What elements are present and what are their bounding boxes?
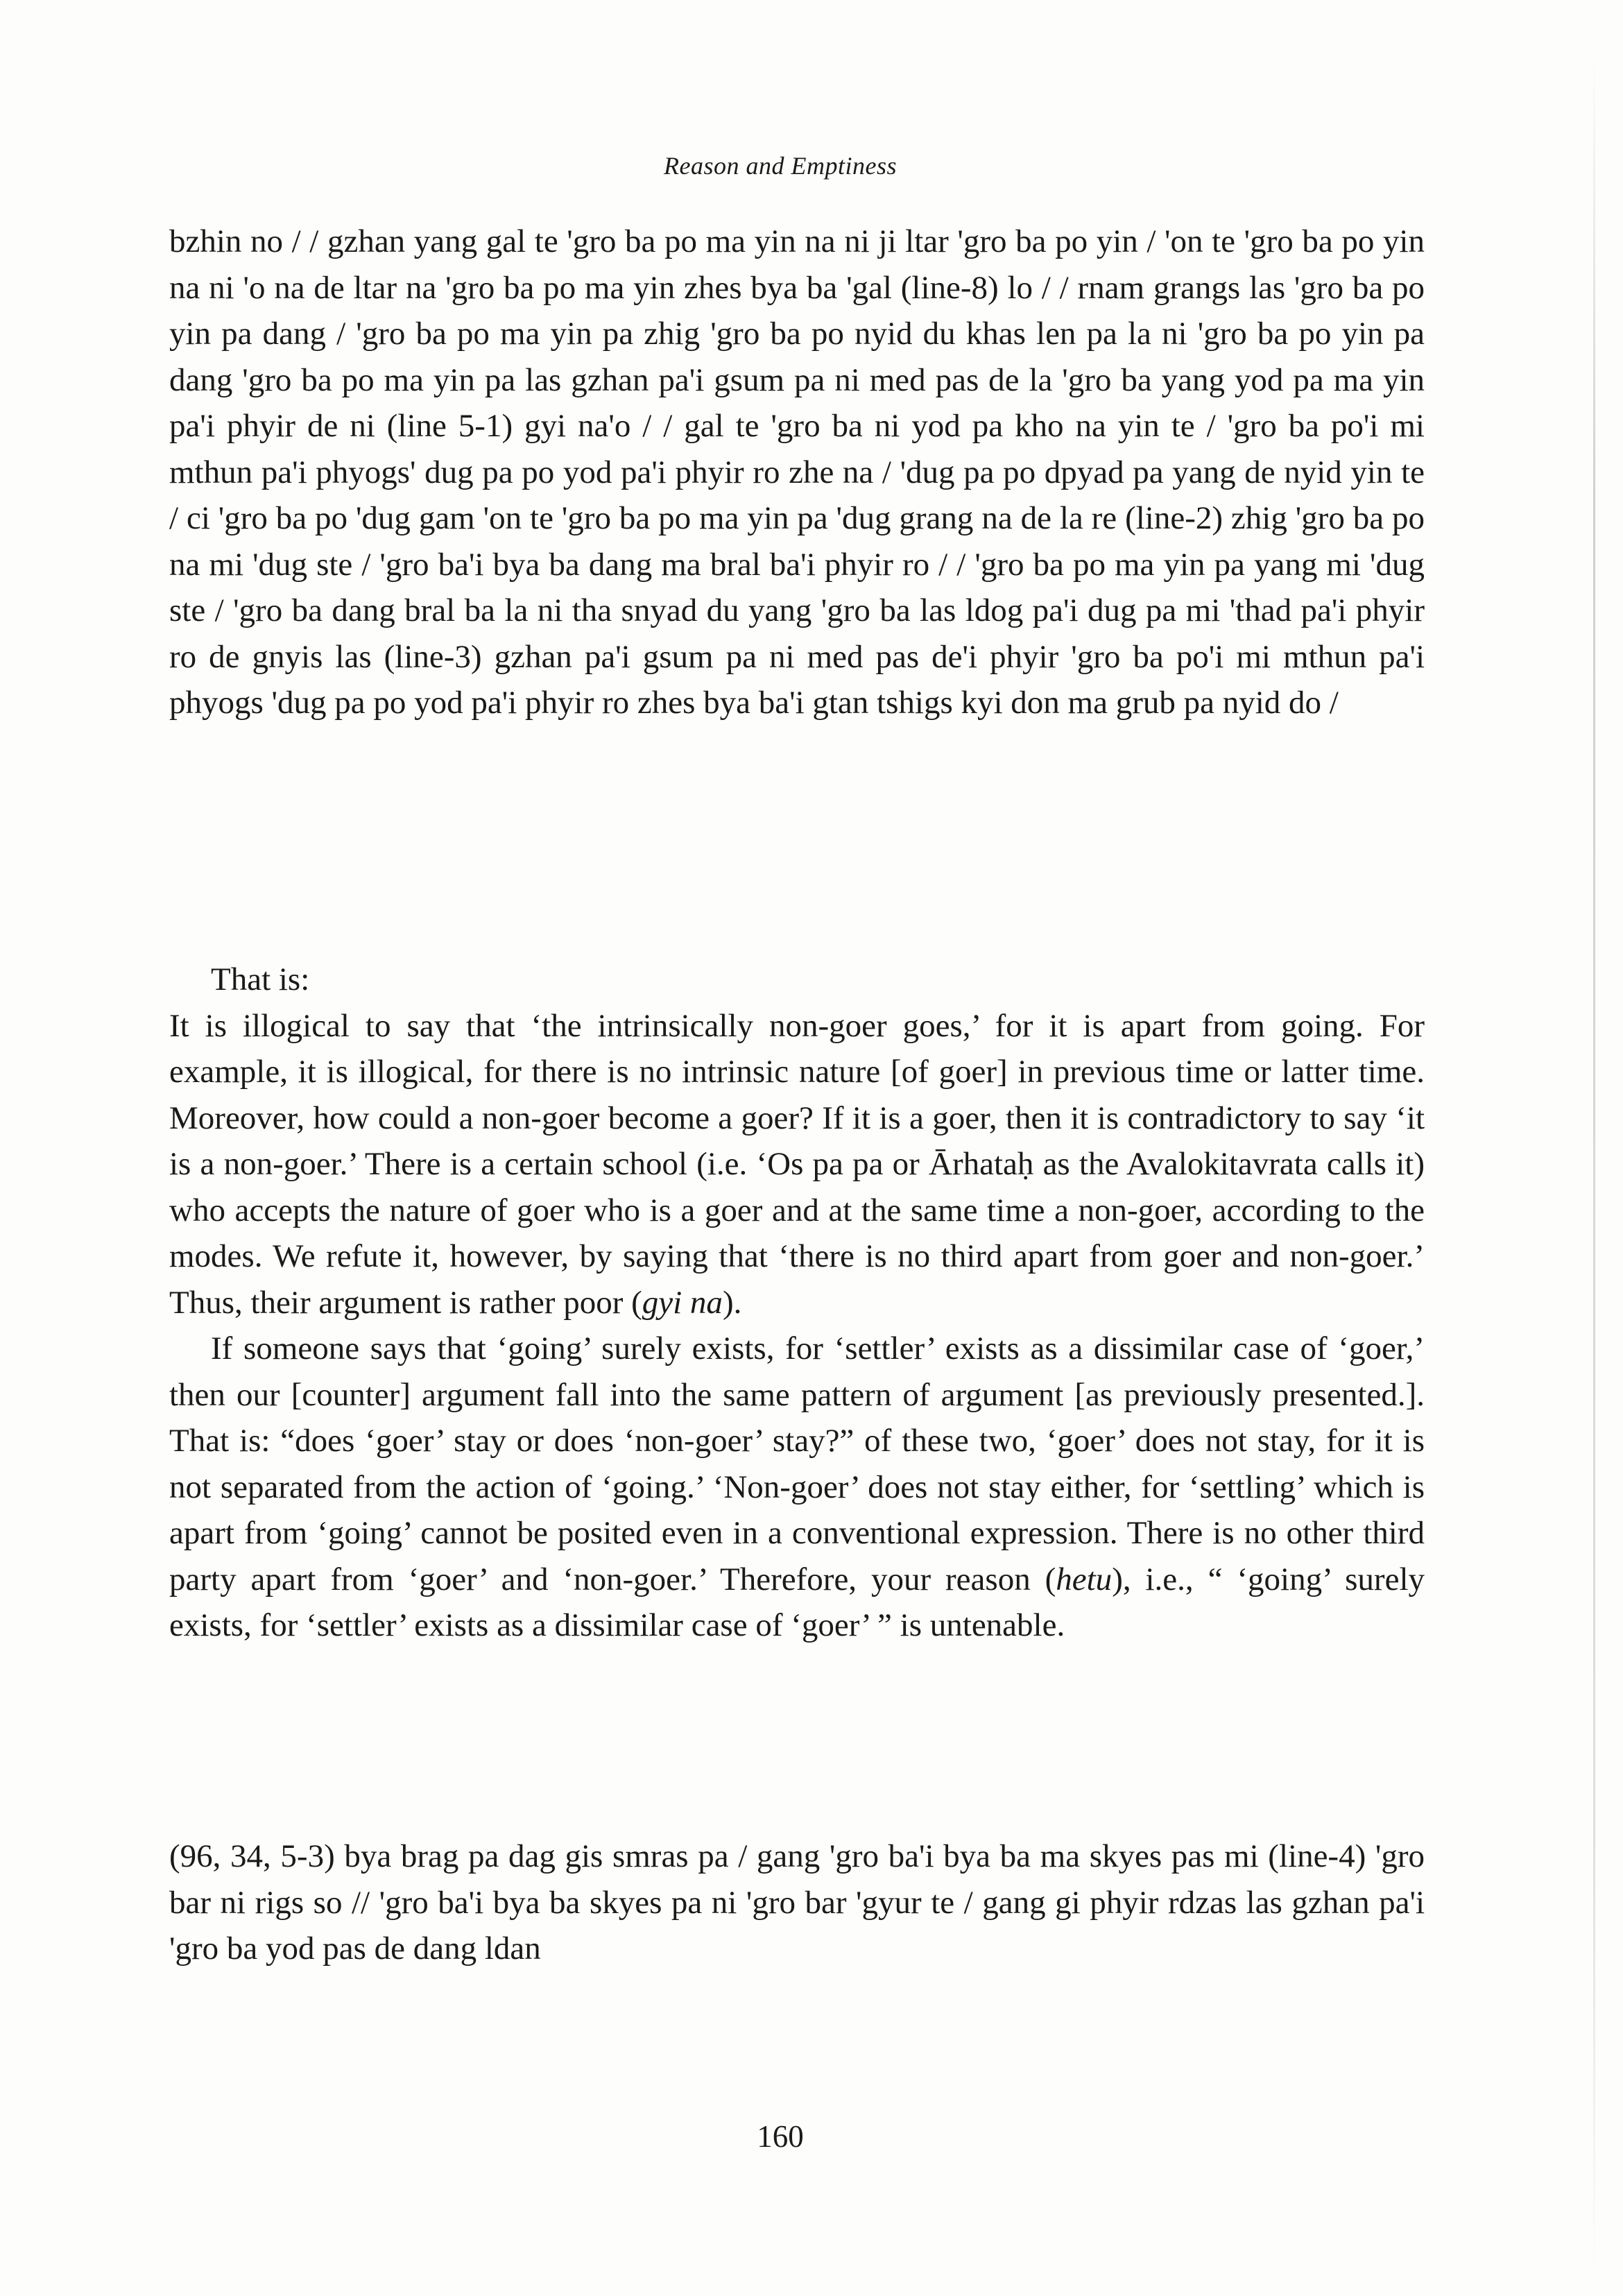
translation-section: [169, 957, 1425, 1649]
tibetan-passage-1: [169, 219, 1425, 726]
page-edge-shadow: [1593, 55, 1595, 2275]
running-title: Reason and Emptiness: [664, 152, 897, 180]
tibetan-paragraph-2: (96, 34, 5-3) bya brag pa dag gis smras pa / gang 'gro ba'i bya ba ma skyes pas mi (line-4) 'gro bar ni rigs so // 'gro ba'i bya ba skyes pa ni 'gro bar 'gyur te / gang gi phyir rdzas las gzhan pa'i 'gro ba yod pas de dang ldan: [169, 1838, 1425, 1967]
translation-paragraph-1-text: It is illogical to say that ‘the intrinsically non-goer goes,’ for it is apart from going. For example, it is illogical, for there is no intrinsic nature [of goer] in previous time or latter time. Moreover, how could a non-goer become a goer? If it is a goer, then it is contradictory to say ‘it is a non-goer.’ There is a certain school (i.e. ‘Os pa pa or Ārhataḥ as the Avalokitavrata calls it) who accepts the nature of goer who is a goer and at the same time a non-goer, according to the modes. We refute it, however, by saying that ‘there is no third apart from goer and non-goer.’ Thus, their argument is rather poor: [169, 1007, 1425, 1321]
translation-lead: That is:: [211, 961, 310, 997]
tibetan-passage-2: [169, 1833, 1425, 1972]
paragraph-1-end: ).: [722, 1284, 742, 1321]
translation-paragraph-2-text-a: If someone says that ‘going’ surely exists, for ‘settler’ exists as a dissimilar case of ‘goer,’ then our [counter] argument fall into the same pattern of argument [as previously presented.]. That is: “does ‘goer’ stay or does ‘non-goer’ stay?” of these two, ‘goer’ does not stay, for it is not separated from the action of ‘going.’ ‘Non-goer’ does not stay either, for ‘settling’ which is apart from ‘going’ cannot be posited even in a conventional expression. There is no other third party apart from ‘goer’ and ‘non-goer.’ Therefore, your reason (: [169, 1330, 1425, 1597]
term-gyi-na: gyi na: [642, 1284, 723, 1321]
translation-paragraph-1: It is illogical to say that ‘the intrinsically non-goer goes,’ for it is apart from going. For example, it is illogical, for there is no intrinsic nature [of goer] in previous time or latter time. Moreover, how could a non-goer become a goer? If it is a goer, then it is contradictory to say ‘it is a non-goer.’ There is a certain school (i.e. ‘Os pa pa or Ārhataḥ as the Avalokitavrata calls it) who accepts the nature of goer who is a goer and at the same time a non-goer, according to the modes. We refute it, however, by saying that ‘there is no third apart from goer and non-goer.’ Thus, their argument is rather poor (gyi na).: [169, 1007, 1425, 1321]
page-number: 160: [757, 2119, 804, 2154]
tibetan-paragraph: bzhin no / / gzhan yang gal te 'gro ba po ma yin na ni ji ltar 'gro ba po yin / 'on te 'gro ba po yin na ni 'o na de ltar na 'gro ba po ma yin zhes bya ba 'gal (line-8) lo / / rnam grangs las 'gro ba po yin pa dang / 'gro ba po ma yin pa zhig 'gro ba po nyid du khas len pa la ni 'gro ba po yin pa dang 'gro ba po ma yin pa las gzhan pa'i gsum pa ni med pas de la 'gro ba yang yod pa ma yin pa'i phyir de ni (line 5-1) gyi na'o / / gal te 'gro ba ni yod pa kho na yin te / 'gro ba po'i mi mthun pa'i phyogs' dug pa po yod pa'i phyir ro zhe na / 'dug pa po dpyad pa yang de nyid yin te / ci 'gro ba po 'dug gam 'on te 'gro ba po ma yin pa 'dug grang na de la re (line-2) zhig 'gro ba po na mi 'dug ste / 'gro ba'i bya ba dang ma bral ba'i phyir ro / / 'gro ba po ma yin pa yang mi 'dug ste / 'gro ba dang bral ba la ni tha snyad du yang 'gro ba las ldog pa'i dug pa mi 'thad pa'i phyir ro de gnyis las (line-3) gzhan pa'i gsum pa ni med pas de'i phyir 'gro ba po'i mi mthun pa'i phyogs 'dug pa po yod pa'i phyir ro zhes bya ba'i gtan tshigs kyi don ma grub pa nyid do /: [169, 223, 1425, 721]
term-hetu: hetu: [1056, 1561, 1113, 1597]
translation-paragraph-2: [169, 1326, 1425, 1649]
translation-paragraph-2-text-b: ), i.e., “ ‘going’ surely exists, for ‘settler’ exists as a dissimilar case of ‘goer’ ” is untenable.: [169, 1561, 1425, 1643]
